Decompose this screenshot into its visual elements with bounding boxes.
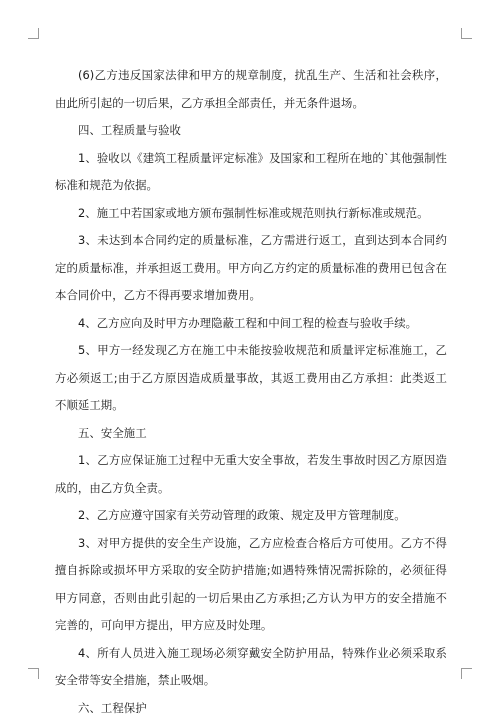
- crop-mark-bottom-left: [28, 668, 39, 679]
- section-heading-safety: 五、安全施工: [55, 420, 447, 448]
- paragraph-no-major-accidents: 1、乙方应保证施工过程中无重大安全事故，若发生事故时因乙方原因造成的，由乙方负全责。: [55, 447, 447, 502]
- crop-mark-top-right: [461, 28, 472, 39]
- paragraph-mandatory-rework: 5、甲方一经发现乙方在施工中未能按验收规范和质量评定标准施工，乙方必须返工;由于乙方原因造成质量事故，其返工费用由乙方承担：此类返工不顺延工期。: [55, 337, 447, 420]
- paragraph-new-standards: 2、施工中若国家或地方颁布强制性标准或规范则执行新标准或规范。: [55, 200, 447, 228]
- section-heading-quality-acceptance: 四、工程质量与验收: [55, 117, 447, 145]
- paragraph-rework-cost: 3、未达到本合同约定的质量标准，乙方需进行返工，直到达到本合同约定的质量标准，并承担返工费用。甲方向乙方约定的质量标准的费用已包含在本合同价中，乙方不得再要求增加费用。: [55, 227, 447, 310]
- crop-mark-top-left: [28, 28, 39, 39]
- paragraph-labor-regulations: 2、乙方应遵守国家有关劳动管理的政策、规定及甲方管理制度。: [55, 502, 447, 530]
- paragraph-acceptance-standard: 1、验收以《建筑工程质量评定标准》及国家和工程所在地的`其他强制性标准和规范为依据。: [55, 145, 447, 200]
- crop-mark-bottom-right: [461, 668, 472, 679]
- document-body: [55, 62, 447, 722]
- paragraph-hidden-works-inspection: 4、乙方应向及时甲方办理隐蔽工程和中间工程的检查与验收手续。: [55, 310, 447, 338]
- paragraph-violation-consequences: (6)乙方违反国家法律和甲方的规章制度，扰乱生产、生活和社会秩序，由此所引起的一切后果，乙方承担全部责任，并无条件退场。: [55, 62, 447, 117]
- paragraph-safety-facilities: 3、对甲方提供的安全生产设施，乙方应检查合格后方可使用。乙方不得擅自拆除或损坏甲方采取的安全防护措施;如遇特殊情况需拆除的，必须征得甲方同意，否则由此引起的一切后果由乙方承担;乙方认为甲方的安全措施不完善的，可向甲方提出，甲方应及时处理。: [55, 530, 447, 640]
- section-heading-project-protection: 六、工程保护: [55, 695, 447, 722]
- paragraph-protective-equipment: 4、所有人员进入施工现场必须穿戴安全防护用品，特殊作业必须采取系安全带等安全措施，禁止吸烟。: [55, 640, 447, 695]
